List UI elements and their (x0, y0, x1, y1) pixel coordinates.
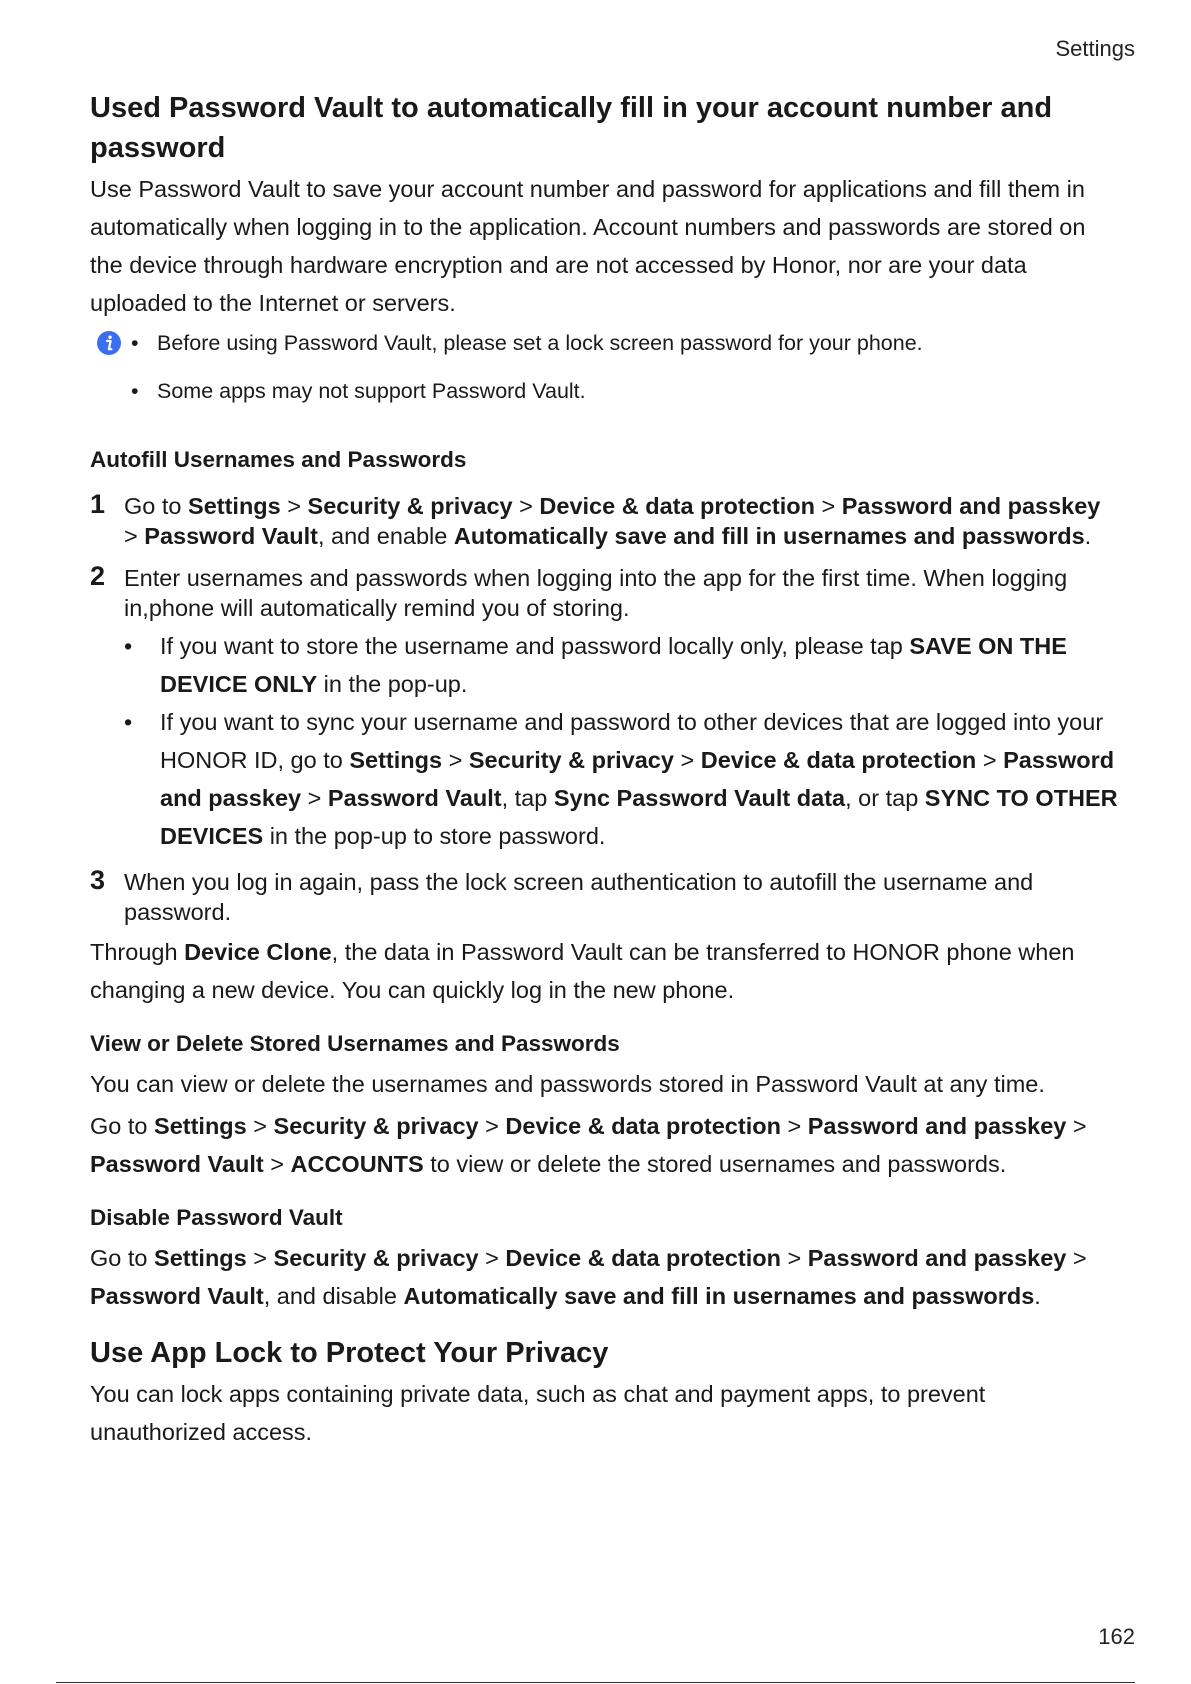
heading-disable-vault: Disable Password Vault (90, 1205, 343, 1230)
path-separator: > (263, 1151, 291, 1177)
password-vault-intro: Use Password Vault to save your account number and password for applications and fill them in automatically when logging in to the application. Account numbers and passwords are stored on the device through hardware encryption and are not accessed by Honor, nor are your data uploaded to the Internet or servers. (90, 176, 1086, 316)
device-clone-paragraph (90, 933, 1120, 1009)
paragraph-text: Go to (90, 1245, 155, 1271)
sub-text: , or tap (845, 785, 925, 811)
menu-path-settings: Settings (188, 493, 281, 519)
menu-path-password-passkey: Password and passkey (160, 747, 1115, 811)
note-text: Some apps may not support Password Vault. (157, 379, 586, 403)
step-text: Go to (124, 493, 189, 519)
bullet: • (124, 633, 133, 659)
path-separator: > (512, 493, 540, 519)
paragraph-text: , the data in Password Vault can be transferred to HONOR phone when changing a new device. You can quickly log in the new phone. (90, 939, 1075, 1003)
path-separator: > (280, 493, 308, 519)
header-section-label: Settings (1055, 36, 1135, 61)
step-3 (90, 867, 1120, 927)
footer-divider (56, 1682, 1135, 1683)
paragraph-text: . (1034, 1283, 1041, 1309)
sub-text: in the pop-up to store password. (263, 823, 606, 849)
step-text: Enter usernames and passwords when logging into the app for the first time. When logging in,phone will automatically remind you of storing. (124, 565, 1068, 621)
paragraph-text: Through (90, 939, 185, 965)
sub-text: If you want to store the username and password locally only, please tap (160, 633, 910, 659)
menu-path-settings: Settings (154, 1245, 247, 1271)
path-separator: > (814, 493, 842, 519)
bullet: • (131, 331, 139, 355)
menu-path-accounts: ACCOUNTS (290, 1151, 424, 1177)
option-save-on-device: SAVE ON THE DEVICE ONLY (160, 633, 1067, 697)
path-separator: > (124, 523, 145, 549)
page-content (90, 88, 1120, 1451)
path-separator: > (246, 1113, 274, 1139)
paragraph-text: Go to (90, 1113, 155, 1139)
page-number: 162 (1098, 1624, 1135, 1649)
disable-vault-path (90, 1239, 1120, 1315)
step-text: . (1084, 523, 1092, 549)
step-number: 2 (90, 561, 106, 591)
note-text: Before using Password Vault, please set a lock screen password for your phone. (157, 331, 923, 355)
step-number: 3 (90, 865, 106, 895)
section-title-app-lock: Use App Lock to Protect Your Privacy (90, 1337, 609, 1369)
menu-path-security-privacy: Security & privacy (273, 1113, 479, 1139)
menu-path-device-data-protection: Device & data protection (505, 1245, 781, 1271)
menu-path-device-data-protection: Device & data protection (505, 1113, 781, 1139)
path-separator: > (780, 1113, 808, 1139)
option-sync-to-other-devices: SYNC TO OTHER DEVICES (160, 785, 1118, 849)
view-delete-path (90, 1107, 1120, 1183)
view-delete-text: You can view or delete the usernames and passwords stored in Password Vault at any time. (90, 1071, 1045, 1097)
menu-path-password-vault: Password Vault (90, 1283, 264, 1309)
note-item (90, 376, 1120, 406)
path-separator: > (780, 1245, 808, 1271)
step-1 (90, 491, 1120, 551)
menu-path-password-vault: Password Vault (327, 785, 502, 811)
path-separator: > (1066, 1113, 1087, 1139)
bullet: • (131, 379, 139, 403)
path-separator: > (1066, 1245, 1087, 1271)
menu-path-password-passkey: Password and passkey (807, 1113, 1067, 1139)
path-separator: > (246, 1245, 274, 1271)
menu-path-device-data-protection: Device & data protection (539, 493, 815, 519)
menu-path-settings: Settings (154, 1113, 247, 1139)
paragraph-text: , and disable (263, 1283, 404, 1309)
sub-bullet-local (90, 627, 1120, 703)
menu-path-settings: Settings (349, 747, 443, 773)
menu-path-password-vault: Password Vault (90, 1151, 264, 1177)
path-separator: > (442, 747, 469, 773)
step-2 (90, 563, 1120, 623)
option-autosave: Automatically save and fill in usernames and passwords (403, 1283, 1035, 1309)
menu-path-device-data-protection: Device & data protection (700, 747, 977, 773)
section-title-password-vault: Used Password Vault to automatically fill in your account number and password (90, 92, 1053, 164)
path-separator: > (478, 1245, 506, 1271)
step-text: , and enable (317, 523, 454, 549)
note-box (90, 328, 1120, 406)
sub-text: , tap (501, 785, 554, 811)
path-separator: > (301, 785, 328, 811)
note-item (90, 328, 1120, 358)
sub-bullet-sync (90, 703, 1120, 855)
menu-path-security-privacy: Security & privacy (307, 493, 513, 519)
app-lock-text: You can lock apps containing private data, such as chat and payment apps, to prevent unauthorized access. (90, 1381, 986, 1445)
path-separator: > (673, 747, 701, 773)
feature-device-clone: Device Clone (184, 939, 332, 965)
step-text: When you log in again, pass the lock screen authentication to autofill the username and password. (124, 869, 1034, 925)
bullet: • (124, 709, 133, 735)
sub-text: in the pop-up. (317, 671, 468, 697)
path-separator: > (478, 1113, 506, 1139)
menu-path-security-privacy: Security & privacy (468, 747, 674, 773)
menu-path-password-vault: Password Vault (144, 523, 318, 549)
path-separator: > (976, 747, 1004, 773)
menu-path-password-passkey: Password and passkey (841, 493, 1101, 519)
menu-path-security-privacy: Security & privacy (273, 1245, 479, 1271)
sub-text: If you want to sync your username and password to other devices that are logged into your HONOR ID, go to (160, 709, 1104, 773)
step-number: 1 (90, 489, 106, 519)
menu-path-password-passkey: Password and passkey (807, 1245, 1067, 1271)
heading-autofill: Autofill Usernames and Passwords (90, 447, 467, 472)
heading-view-delete: View or Delete Stored Usernames and Passwords (90, 1031, 620, 1056)
paragraph-text: to view or delete the stored usernames and passwords. (423, 1151, 1007, 1177)
option-autosave: Automatically save and fill in usernames and passwords (453, 523, 1085, 549)
option-sync-vault-data: Sync Password Vault data (553, 785, 846, 811)
